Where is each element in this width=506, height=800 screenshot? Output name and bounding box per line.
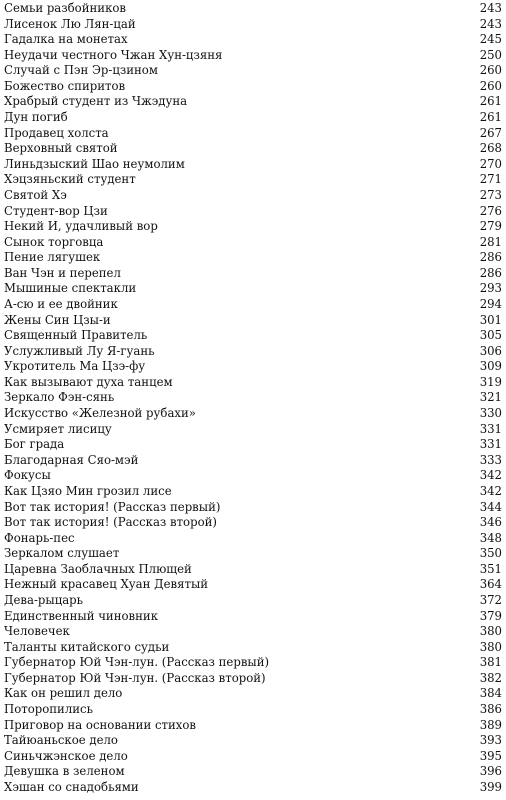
toc-entry <box>4 780 506 796</box>
entry-page: 281 <box>479 234 502 249</box>
toc-entry <box>4 79 506 95</box>
entry-title: Лисенок Лю Лян-цай <box>4 16 136 31</box>
toc-entry <box>4 110 506 126</box>
entry-title: Неудачи честного Чжан Хун-цзяня <box>4 47 223 62</box>
toc-entry <box>4 266 506 282</box>
toc-entry <box>4 500 506 516</box>
toc-entry <box>4 141 506 157</box>
toc-entry <box>4 48 506 64</box>
toc-entry <box>4 297 506 313</box>
toc-entry <box>4 204 506 220</box>
entry-page: 372 <box>479 592 502 607</box>
toc-entry <box>4 1 506 17</box>
entry-page: 333 <box>479 452 502 467</box>
entry-title: Девушка в зеленом <box>4 764 125 779</box>
toc-entry <box>4 609 506 625</box>
toc-entry <box>4 250 506 266</box>
entry-title: Божество спиритов <box>4 78 126 93</box>
entry-page: 342 <box>479 468 502 483</box>
entry-page: 271 <box>479 172 502 187</box>
toc-entry <box>4 749 506 765</box>
toc-entry <box>4 562 506 578</box>
toc-entry <box>4 406 506 422</box>
entry-title: Сынок торговца <box>4 234 104 249</box>
entry-page: 260 <box>479 78 502 93</box>
entry-title: Благодарная Сяо-мэй <box>4 452 139 467</box>
entry-title: Пение лягушек <box>4 250 101 265</box>
entry-page: 331 <box>479 421 502 436</box>
toc-entry <box>4 375 506 391</box>
entry-title: Фонарь-пес <box>4 530 75 545</box>
entry-title: Ван Чэн и перепел <box>4 265 121 280</box>
toc-entry <box>4 686 506 702</box>
entry-title: Приговор на основании стихов <box>4 717 196 732</box>
entry-page: 395 <box>479 748 502 763</box>
entry-page: 346 <box>479 515 502 530</box>
entry-page: 342 <box>479 483 502 498</box>
entry-title: Верховный святой <box>4 141 118 156</box>
entry-page: 273 <box>479 187 502 202</box>
entry-title: Как Цзяо Мин грозил лисе <box>4 483 172 498</box>
toc-entry <box>4 188 506 204</box>
toc-entry <box>4 32 506 48</box>
toc-entry <box>4 281 506 297</box>
entry-title: Зеркало Фэн-сянь <box>4 390 115 405</box>
entry-page: 243 <box>479 16 502 31</box>
entry-page: 267 <box>479 125 502 140</box>
entry-title: Губернатор Юй Чэн-лун. (Рассказ первый) <box>4 655 270 670</box>
toc-entry <box>4 515 506 531</box>
entry-page: 331 <box>479 437 502 452</box>
entry-page: 305 <box>479 328 502 343</box>
entry-title: Зеркалом слушает <box>4 546 120 561</box>
toc-entry <box>4 468 506 484</box>
toc-entry <box>4 313 506 329</box>
entry-page: 381 <box>479 655 502 670</box>
entry-page: 306 <box>479 343 502 358</box>
entry-title: Дун погиб <box>4 110 68 125</box>
toc-entry <box>4 344 506 360</box>
entry-page: 261 <box>479 94 502 109</box>
entry-title: Семьи разбойников <box>4 1 127 15</box>
entry-title: Синьчжэнское дело <box>4 748 128 763</box>
entry-page: 399 <box>479 779 502 794</box>
toc-entry <box>4 733 506 749</box>
entry-page: 321 <box>479 390 502 405</box>
entry-title: Укротитель Ма Цзэ-фу <box>4 359 146 374</box>
entry-title: Студент-вор Цзи <box>4 203 108 218</box>
entry-page: 286 <box>479 265 502 280</box>
toc-entry <box>4 126 506 142</box>
entry-title: Искусство «Железной рубахи» <box>4 406 196 421</box>
entry-title: Святой Хэ <box>4 187 67 202</box>
toc-entry <box>4 453 506 469</box>
entry-page: 270 <box>479 156 502 171</box>
entry-page: 309 <box>479 359 502 374</box>
toc-entry <box>4 531 506 547</box>
entry-title: Мышиные спектакли <box>4 281 137 296</box>
toc-entry <box>4 655 506 671</box>
entry-page: 245 <box>479 32 502 47</box>
entry-title: А-сю и ее двойник <box>4 296 118 311</box>
entry-page: 319 <box>479 374 502 389</box>
toc-entry <box>4 422 506 438</box>
entry-title: Некий И, удачливый вор <box>4 219 158 234</box>
entry-title: Усмиряет лисицу <box>4 421 112 436</box>
toc-entry <box>4 235 506 251</box>
toc-entry <box>4 94 506 110</box>
entry-title: Поторопились <box>4 702 93 717</box>
entry-page: 348 <box>479 530 502 545</box>
entry-title: Вот так история! (Рассказ первый) <box>4 499 221 514</box>
entry-title: Вот так история! (Рассказ второй) <box>4 515 217 530</box>
toc-entry <box>4 624 506 640</box>
entry-page: 268 <box>479 141 502 156</box>
entry-page: 380 <box>479 624 502 639</box>
entry-title: Бог града <box>4 437 65 452</box>
entry-title: Единственный чиновник <box>4 608 159 623</box>
entry-title: Жены Син Цзы-и <box>4 312 111 327</box>
entry-title: Гадалка на монетах <box>4 32 128 47</box>
entry-page: 350 <box>479 546 502 561</box>
toc-entry <box>4 546 506 562</box>
entry-title: Хэшан со снадобьями <box>4 779 139 794</box>
entry-title: Линьдзыский Шао неумолим <box>4 156 185 171</box>
toc-entry <box>4 484 506 500</box>
entry-page: 243 <box>479 1 502 15</box>
entry-title: Услужливый Лу Я-гуань <box>4 343 155 358</box>
entry-title: Нежный красавец Хуан Девятый <box>4 577 209 592</box>
entry-title: Случай с Пэн Эр-цзином <box>4 63 158 78</box>
toc-entry <box>4 172 506 188</box>
entry-page: 379 <box>479 608 502 623</box>
entry-page: 330 <box>479 406 502 421</box>
entry-page: 250 <box>479 47 502 62</box>
entry-title: Таланты китайского судьи <box>4 639 170 654</box>
toc-entry <box>4 63 506 79</box>
entry-page: 260 <box>479 63 502 78</box>
entry-title: Продавец холста <box>4 125 109 140</box>
entry-title: Священный Правитель <box>4 328 148 343</box>
toc-entry <box>4 593 506 609</box>
entry-page: 396 <box>479 764 502 779</box>
entry-page: 351 <box>479 561 502 576</box>
toc-entry <box>4 640 506 656</box>
entry-page: 294 <box>479 296 502 311</box>
entry-page: 382 <box>479 670 502 685</box>
entry-title: Как он решил дело <box>4 686 123 701</box>
toc-entry <box>4 359 506 375</box>
toc-entry <box>4 577 506 593</box>
toc-entry <box>4 764 506 780</box>
entry-title: Хэцзяньский студент <box>4 172 136 187</box>
entry-page: 380 <box>479 639 502 654</box>
toc-entry <box>4 671 506 687</box>
entry-title: Дева-рыцарь <box>4 592 84 607</box>
entry-page: 261 <box>479 110 502 125</box>
toc-entry <box>4 718 506 734</box>
entry-title: Тайюаньское дело <box>4 733 118 748</box>
entry-title: Как вызывают духа танцем <box>4 374 173 389</box>
toc-entry <box>4 437 506 453</box>
entry-title: Человечек <box>4 624 70 639</box>
entry-page: 364 <box>479 577 502 592</box>
entry-title: Губернатор Юй Чэн-лун. (Рассказ второй) <box>4 670 266 685</box>
entry-page: 276 <box>479 203 502 218</box>
entry-page: 286 <box>479 250 502 265</box>
entry-page: 384 <box>479 686 502 701</box>
toc-entry <box>4 17 506 33</box>
entry-title: Царевна Заоблачных Плющей <box>4 561 192 576</box>
toc-entry <box>4 328 506 344</box>
table-of-contents <box>4 1 506 795</box>
entry-page: 389 <box>479 717 502 732</box>
toc-entry <box>4 390 506 406</box>
entry-page: 293 <box>479 281 502 296</box>
toc-entry <box>4 702 506 718</box>
entry-page: 393 <box>479 733 502 748</box>
entry-title: Фокусы <box>4 468 51 483</box>
entry-page: 386 <box>479 702 502 717</box>
toc-entry <box>4 157 506 173</box>
toc-entry <box>4 219 506 235</box>
entry-title: Храбрый студент из Чжэдуна <box>4 94 188 109</box>
entry-page: 279 <box>479 219 502 234</box>
entry-page: 301 <box>479 312 502 327</box>
entry-page: 344 <box>479 499 502 514</box>
